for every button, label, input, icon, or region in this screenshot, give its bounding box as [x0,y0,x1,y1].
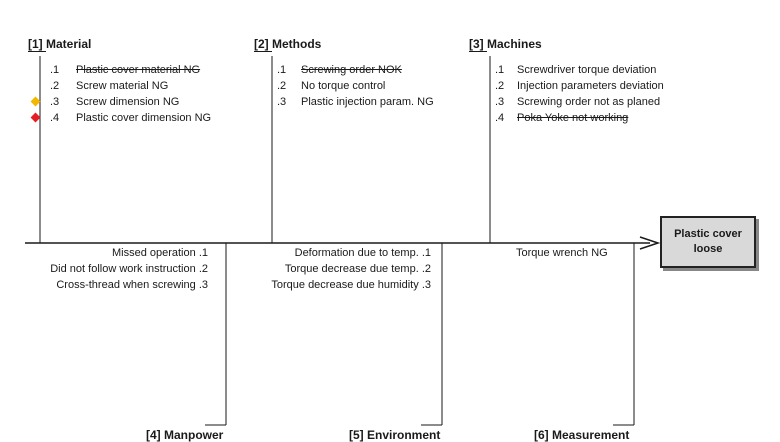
cause-text: Cross-thread when screwing [56,279,196,291]
cause-text: Poka Yoke not working [517,112,629,124]
cause-number: .2 [50,80,60,92]
cause-number: .3 [495,96,505,108]
cause-number: .1 [421,247,431,259]
cause-number: .2 [495,80,505,92]
effect-label-line2: loose [693,243,723,255]
cause-number: .2 [421,263,431,275]
cause-text: Did not follow work instruction [50,263,196,275]
category-title-machines: [3] Machines [469,37,542,51]
cause-number: .2 [198,263,208,275]
category-title-material: [1] Material [28,37,92,51]
cause-text: Torque wrench NG [516,247,608,259]
category-title-manpower: [4] Manpower [146,428,224,442]
cause-text: Plastic cover dimension NG [76,112,212,124]
cause-text: Plastic cover material NG [76,64,201,76]
category-title-environment: [5] Environment [349,428,441,442]
cause-number: .1 [277,64,287,76]
cause-environment-3 [271,277,431,293]
cause-text: Screwing order not as planed [517,96,661,108]
cause-number: .2 [277,80,287,92]
cause-number: .3 [50,96,60,108]
cause-environment-2 [285,261,431,277]
cause-number: .3 [421,279,431,291]
cause-text: Screw material NG [76,80,169,92]
cause-text: Torque decrease due humidity [271,279,419,291]
cause-text: Missed operation [111,247,196,259]
cause-number: .3 [198,279,208,291]
cause-text: Deformation due to temp. [294,247,419,259]
cause-text: Plastic injection param. NG [301,96,434,108]
cause-number: .1 [198,247,208,259]
effect-label-line1: Plastic cover [674,228,742,240]
cause-manpower-3 [56,277,208,293]
cause-number: .1 [50,64,60,76]
category-title-methods: [2] Methods [254,37,322,51]
cause-measurement-1 [516,245,608,261]
cause-text: Screwdriver torque deviation [517,64,657,76]
cause-text: Screw dimension NG [76,96,180,108]
cause-number: .3 [277,96,287,108]
cause-environment-1 [295,245,431,261]
cause-manpower-2 [50,261,208,277]
effect-box [660,216,756,268]
cause-text: Torque decrease due temp. [284,263,419,275]
cause-text: No torque control [301,80,386,92]
cause-number: .1 [495,64,505,76]
category-title-measurement: [6] Measurement [534,428,630,442]
cause-text: Injection parameters deviation [517,80,664,92]
cause-number: .4 [50,112,60,124]
cause-number: .4 [495,112,505,124]
cause-manpower-1 [112,245,208,261]
cause-text: Screwing order NOK [301,64,402,76]
